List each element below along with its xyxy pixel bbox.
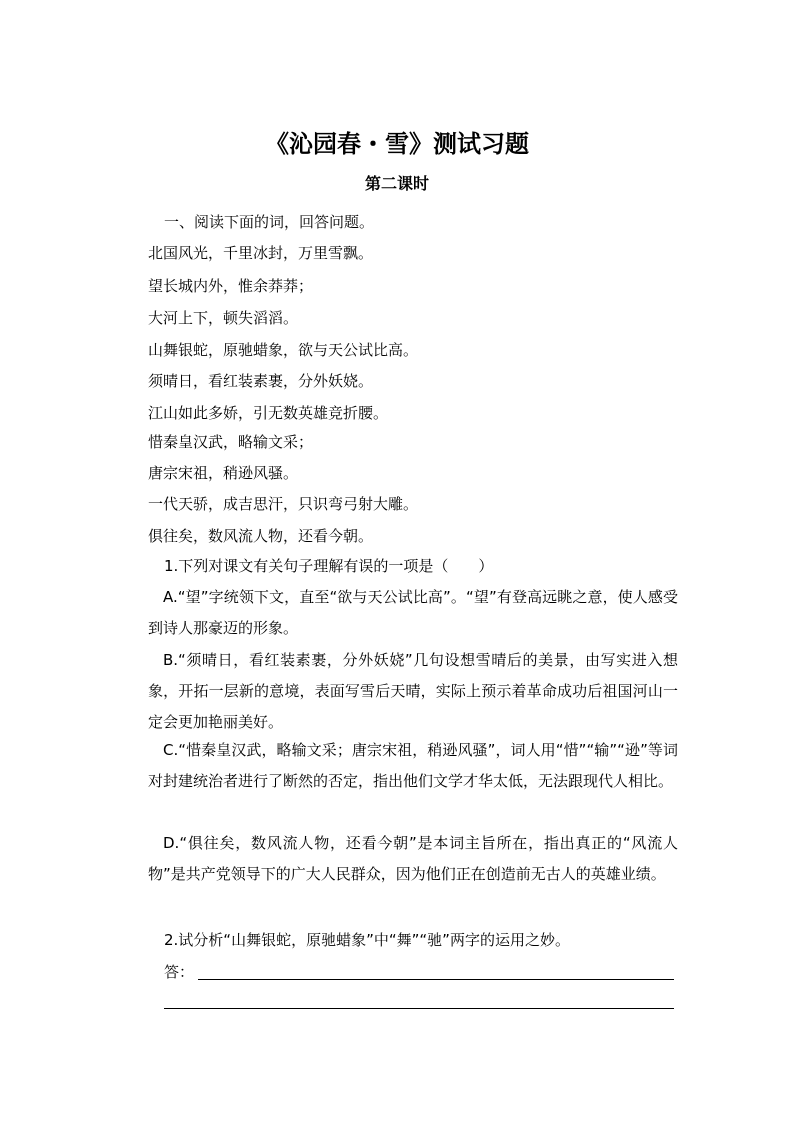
- poem-line: 北国风光，千里冰封，万里雪飘。: [148, 244, 374, 262]
- lesson-subtitle: 第二课时: [364, 174, 429, 193]
- page-title: 《沁园春・雪》测试习题: [265, 130, 529, 158]
- poem-line: 俱往矣，数风流人物，还看今朝。: [148, 527, 374, 545]
- question-1-option-c: C.“惜秦皇汉武，略输文采；唐宗宋祖，稍逊风骚”，词人用“惜”“输”“逊”等词对封建统治者进行了断然的否定，指出他们文学才华太低，无法跟现代人相比。: [148, 741, 678, 790]
- answer-line[interactable]: [164, 1008, 674, 1009]
- poem-line: 须晴日，看红装素裹，分外妖娆。: [148, 372, 374, 390]
- poem-line: 惜秦皇汉武，略输文采；: [148, 433, 314, 451]
- poem-line: 望长城内外，惟余莽莽；: [148, 277, 314, 295]
- poem-line: 大河上下，顿失滔滔。: [148, 309, 299, 327]
- question-1-option-d: D.“俱往矣，数风流人物，还看今朝”是本词主旨所在，指出真正的“风流人物”是共产党领导下的广大人民群众，因为他们正在创造前无古人的英雄业绩。: [148, 834, 678, 883]
- poem-line: 一代天骄，成吉思汗，只识弯弓射大雕。: [148, 495, 419, 513]
- question-2-stem: 2.试分析“山舞银蛇，原驰蜡象”中“舞”“驰”两字的运用之妙。: [164, 931, 570, 949]
- question-1-stem: 1.下列对课文有关句子理解有误的一项是（ ）: [164, 557, 494, 575]
- question-1-option-b: B.“须晴日，看红装素裹，分外妖娆”几句设想雪晴后的美景，由写实进入想象，开拓一层新的意境，表面写雪后天晴，实际上预示着革命成功后祖国河山一定会更加艳丽美好。: [148, 651, 678, 731]
- poem-line: 山舞银蛇，原驰蜡象，欲与天公试比高。: [148, 341, 419, 359]
- poem-line: 江山如此多娇，引无数英雄竞折腰。: [148, 404, 389, 422]
- question-1-option-a: A.“望”字统领下文，直至“欲与天公试比高”。“望”有登高远眺之意，使人感受到诗人那豪迈的形象。: [148, 588, 678, 637]
- answer-line[interactable]: [198, 979, 674, 980]
- answer-label: 答：: [164, 963, 195, 981]
- section-heading: 一、阅读下面的词，回答问题。: [164, 213, 375, 231]
- poem-line: 唐宗宋祖，稍逊风骚。: [148, 464, 299, 482]
